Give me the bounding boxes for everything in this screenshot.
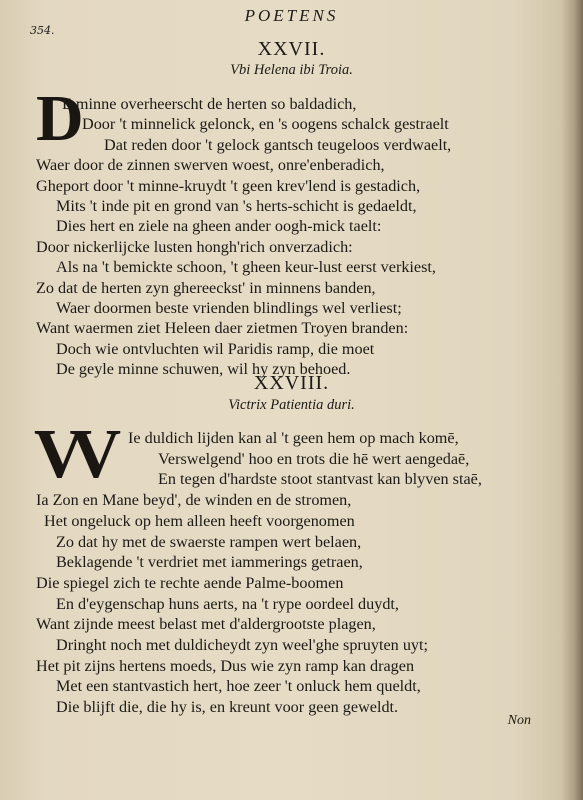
verse-line: Met een stantvastich hert, hoe zeer 't onluck hem queldt,	[56, 677, 421, 696]
verse-line: Ia Zon en Mane beyd', de winden en de stromen,	[36, 491, 352, 510]
section-subtitle-xxviii: Victrix Patientia duri.	[228, 397, 355, 413]
drop-cap-d: D	[36, 82, 84, 155]
verse-line: Het ongeluck op hem alleen heeft voorgenomen	[44, 511, 355, 530]
verse-line: En d'eygenschap huns aerts, na 't rype oordeel duydt,	[56, 594, 399, 613]
verse-line: Het pit zijns hertens moeds, Dus wie zyn ramp kan dragen	[36, 656, 415, 675]
verse-line: De geyle minne schuwen, wil hy zyn behoed.	[56, 360, 351, 379]
verse-line: Waer doormen beste vrienden blindlings wel verliest;	[56, 299, 402, 317]
verse-line: Dies hert en ziele na gheen ander oogh-mick taelt:	[56, 217, 382, 236]
verse-line: Gheport door 't minne-kruydt 't geen krev'lend is gestadich,	[36, 176, 421, 195]
verse-line: Waer door de zinnen swerven woest, onre'enberadich,	[36, 156, 385, 175]
verse-line: Verswelgend' hoo en trots die hē wert aengedaē,	[158, 449, 470, 468]
running-header: POETENS	[244, 6, 339, 25]
verse-line: En tegen d'hardste stoot stantvast kan blyven staē,	[158, 470, 482, 489]
verse-line: Zo dat hy met de swaerste rampen wert belaen,	[56, 532, 362, 551]
verse-line: Dringht noch met duldicheydt zyn weel'ghe spruyten uyt;	[56, 636, 428, 654]
verse-line: Dat reden door 't gelock gantsch teugeloos verdwaelt,	[104, 135, 452, 154]
verse-line: Zo dat de herten zyn ghereeckst' in minnens banden,	[36, 278, 376, 297]
verse-line: Mits 't inde pit en grond van 's herts-schicht is gedaeldt,	[56, 197, 417, 215]
verse-line: Want waermen ziet Heleen daer zietmen Troyen branden:	[36, 319, 409, 338]
page-number: 354.	[30, 24, 55, 37]
verse-line: Doch wie ontvluchten wil Paridis ramp, die moet	[56, 339, 375, 358]
verse-line: Door nickerlijcke lusten hongh'rich onverzadich:	[36, 237, 353, 256]
section-heading-xxvii: XXVII.	[257, 38, 326, 60]
verse-line: Beklagende 't verdriet met iammerings getraen,	[56, 553, 363, 572]
verse-line: Ie duldich lijden kan al 't geen hem op mach komē,	[128, 429, 459, 447]
verse-line: Door 't minnelick gelonck, en 's oogens schalck gestraelt	[82, 115, 449, 134]
section-heading-xxviii: XXVIII.	[253, 372, 330, 394]
verse-line: Want zijnde meest belast met d'aldergrootste plagen,	[36, 615, 376, 634]
catchword: Non	[507, 713, 531, 728]
verse-line: Die blijft die, die hy is, en kreunt voor geen geweldt.	[56, 698, 399, 717]
section-subtitle-xxvii: Vbi Helena ibi Troia.	[230, 62, 353, 78]
verse-line: Die spiegel zich te rechte aende Palme-boomen	[36, 573, 344, 592]
drop-cap-vv: VV	[34, 416, 108, 493]
verse-line: Als na 't bemickte schoon, 't gheen keur-lust eerst verkiest,	[56, 258, 436, 277]
verse-line: E minne overheerscht de herten so baldadich,	[62, 95, 357, 113]
